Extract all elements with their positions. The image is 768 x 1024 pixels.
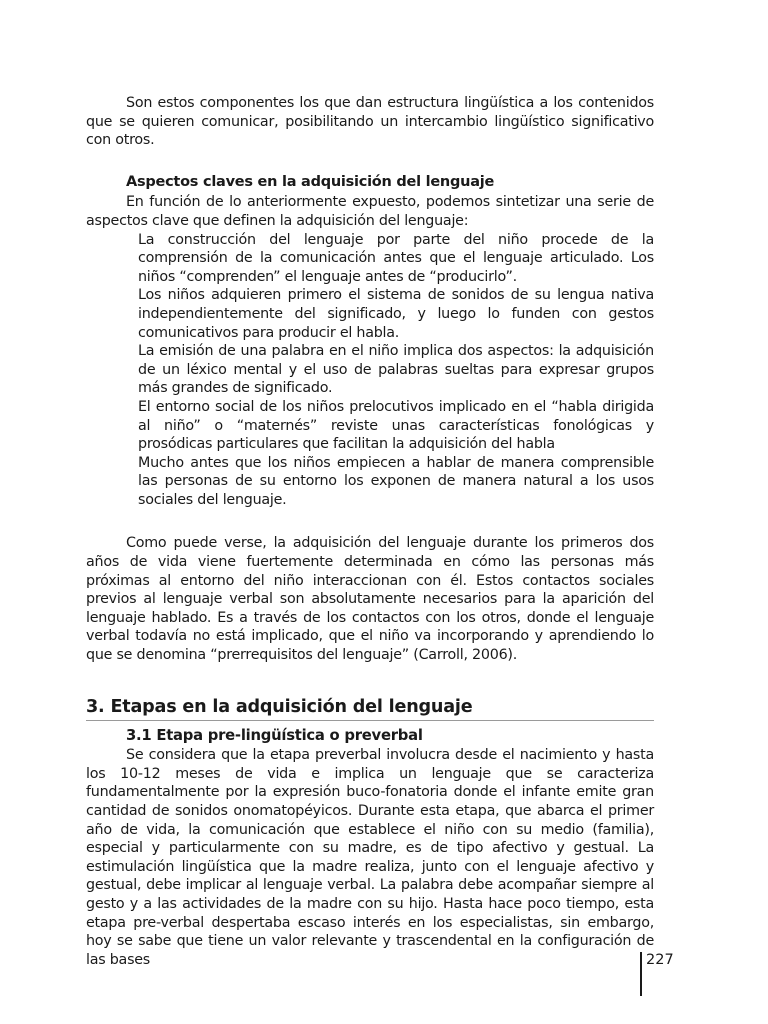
section-body: Se considera que la etapa preverbal involucra desde el nacimiento y hasta los 10-12 meses de vida e implica un lenguaje que se caracteriza fundamentalmente por la expresión buco-fonatoria donde el infante emite gran cantidad de sonidos onomatopéyicos. Durante esta etapa, que abarca el primer año de vida, la comunicación que establece el niño con su medio (familia), especial y particularmente con su madre, es de tipo afectivo y gestual. La estimulación lingüística que la madre realiza, junto con el lenguaje afectivo y gestual, debe implicar al lenguaje verbal. La palabra debe acompañar siempre al gesto y a las actividades de la madre con su hijo. Hasta hace poco tiempo, esta etapa pre-verbal despertaba escaso interés en los especialistas, sin embargo, hoy se sabe que tiene un valor relevante y trascendental en la configuración de las bases <box>86 747 654 968</box>
list-item: Los niños adquieren primero el sistema de sonidos de su lengua nativa independientemente del significado, y luego lo funden con gestos comunicativos para producir el habla. <box>138 287 654 341</box>
list-item: La emisión de una palabra en el niño implica dos aspectos: la adquisición de un léxico mental y el uso de palabras sueltas para expresar grupos más grandes de significado. <box>138 343 654 397</box>
page-number-rule <box>640 952 642 996</box>
list-item: El entorno social de los niños prelocutivos implicado en el “habla dirigida al niño” o “maternés” reviste unas características fonológicas y prosódicas particulares que facilitan la adquisición del habla <box>138 398 654 453</box>
subsection-title: 3.1 Etapa pre-lingüística o preverbal <box>126 726 423 744</box>
key-aspects-lead: En función de lo anteriormente expuesto, podemos sintetizar una serie de aspectos clave que definen la adquisición del lenguaje: <box>86 194 654 229</box>
page-content <box>86 94 654 969</box>
section-title: 3. Etapas en la adquisición del lenguaje <box>86 696 654 721</box>
key-aspects-list <box>86 231 654 510</box>
intro-paragraph: Son estos componentes los que dan estructura lingüística a los contenidos que se quieren comunicar, posibilitando un intercambio lingüístico significativo con otros. <box>86 95 654 149</box>
page-number: 227 <box>646 952 674 968</box>
key-aspects-heading: Aspectos claves en la adquisición del lenguaje <box>126 173 495 190</box>
summary-paragraph: Como puede verse, la adquisición del lenguaje durante los primeros dos años de vida viene fuertemente determinada en cómo las personas más próximas al entorno del niño interaccionan con él. Estos contactos sociales previos al lenguaje verbal son absolutamente necesarios para la aparición del lenguaje hablado. Es a través de los contactos con los otros, donde el lenguaje verbal todavía no está implicado, que el niño va incorporando y aprendiendo lo que se denomina “prerrequisitos del lenguaje” (Carroll, 2006). <box>86 535 654 664</box>
list-item: La construcción del lenguaje por parte del niño procede de la comprensión de la comunicación antes que el lenguaje articulado. Los niños “comprenden” el lenguaje antes de “producirlo”. <box>138 231 654 285</box>
list-item: Mucho antes que los niños empiecen a hablar de manera comprensible las personas de su entorno los exponen de manera natural a los usos sociales del lenguaje. <box>138 454 654 508</box>
